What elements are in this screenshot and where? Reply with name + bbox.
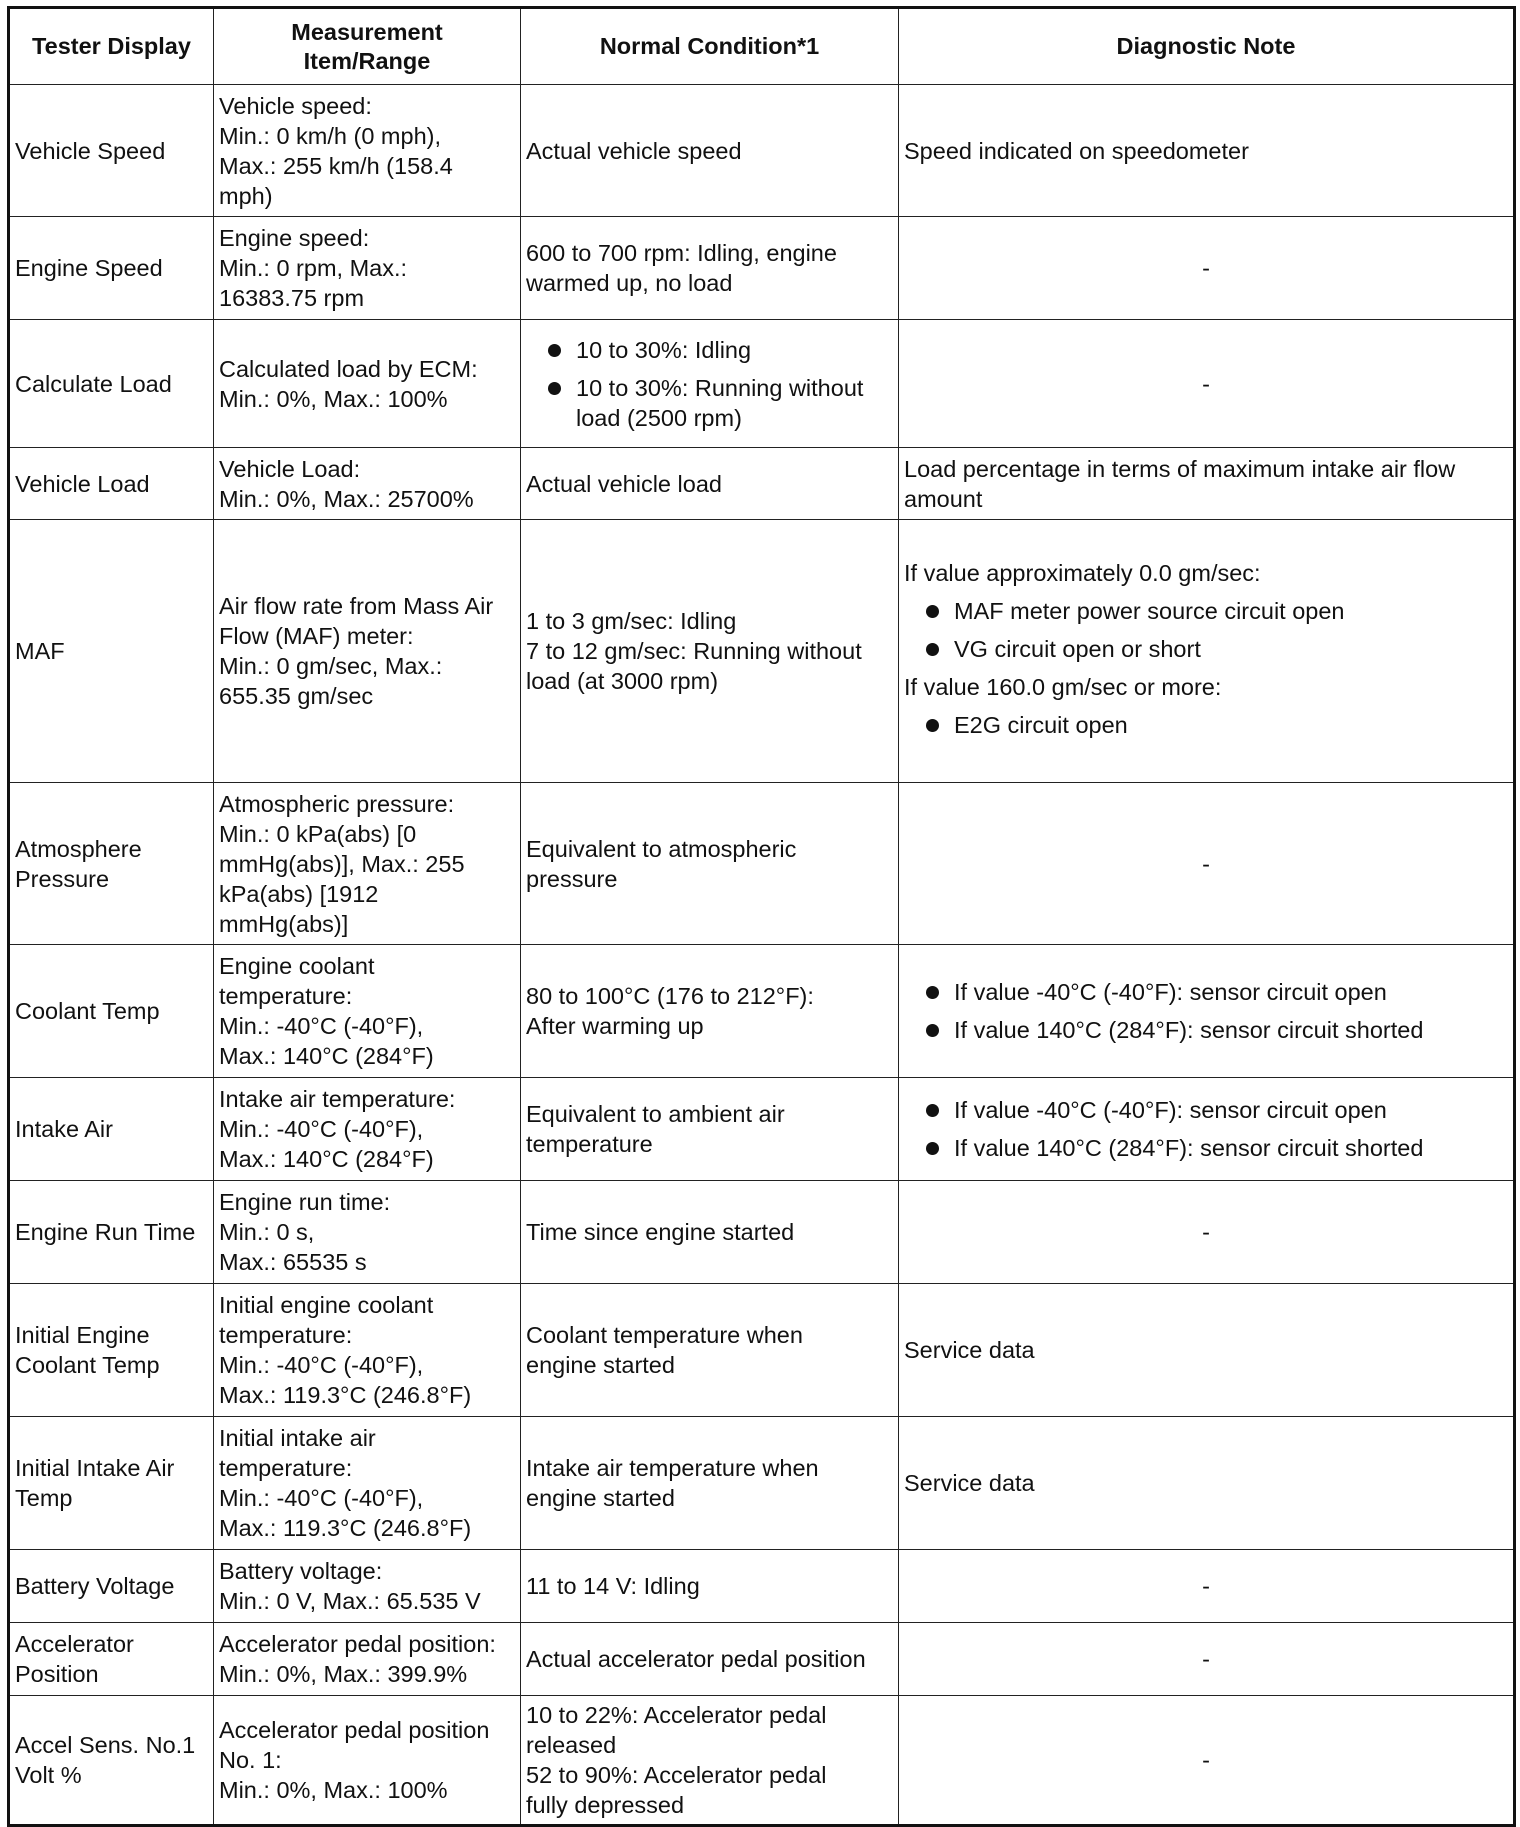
text-line: mmHg(abs)]: [219, 910, 349, 937]
text-line: load (at 3000 rpm): [526, 668, 719, 694]
bullet-item: [904, 977, 1508, 1007]
bullet-text: If value 140°C (284°F): sensor circuit shorted: [954, 1135, 1424, 1161]
header-diagnostic-note: Diagnostic Note: [899, 8, 1515, 85]
text-line: Engine speed:: [219, 225, 370, 251]
cell-diagnostic-note: [899, 448, 1515, 520]
bullet-text: MAF meter power source circuit open: [954, 598, 1345, 624]
text-line: Initial Intake Air: [15, 1455, 175, 1481]
bullet-text: E2G circuit open: [954, 712, 1128, 738]
text-line: Accelerator pedal position: [219, 1717, 490, 1743]
text-line: Temp: [15, 1485, 73, 1511]
bullet-item: [526, 373, 893, 433]
text-line: 600 to 700 rpm: Idling, engine: [526, 240, 837, 266]
text-line: Atmospheric pressure:: [219, 790, 455, 817]
cell-tester-display: [9, 1284, 214, 1417]
text-line: kPa(abs) [1912: [219, 880, 379, 907]
bullet-list: [904, 710, 1508, 740]
cell-diagnostic-note: [899, 1623, 1515, 1696]
bullet-text: 10 to 30%: Running without load (2500 rpm): [576, 374, 864, 431]
cell-measurement-range: [214, 783, 521, 945]
text-line: 7 to 12 gm/sec: Running without: [526, 638, 862, 664]
cell-tester-display: [9, 85, 214, 217]
table-row: [9, 1417, 1515, 1550]
text-line: warmed up, no load: [526, 270, 733, 296]
text-line: Max.: 119.3°C (246.8°F): [219, 1515, 472, 1541]
cell-diagnostic-note: [899, 1181, 1515, 1284]
data-list-table: [7, 6, 1516, 1827]
text-line: Min.: 0%, Max.: 399.9%: [219, 1661, 468, 1687]
cell-diagnostic-note: [899, 320, 1515, 448]
bullet-dot-icon: [548, 344, 561, 357]
bullet-text: 10 to 30%: Idling: [576, 336, 752, 363]
text-line: -: [1202, 370, 1210, 397]
text-line: Engine run time:: [219, 1189, 391, 1215]
cell-measurement-range: [214, 217, 521, 320]
text-line: Min.: 0 km/h (0 mph),: [219, 122, 441, 149]
cell-tester-display: [9, 783, 214, 945]
table-row: [9, 1078, 1515, 1181]
table-row: [9, 85, 1515, 217]
bullet-item: [904, 1095, 1508, 1125]
text-line: Actual vehicle load: [526, 470, 722, 497]
bullet-dot-icon: [926, 719, 939, 732]
cell-normal-condition: [521, 1623, 899, 1696]
cell-tester-display: [9, 217, 214, 320]
text-line: Coolant temperature when: [526, 1322, 803, 1348]
bullet-list: [904, 1095, 1508, 1163]
header-measurement-range-text: Measurement Item/Range: [291, 18, 443, 74]
table-row: [9, 783, 1515, 945]
bullet-list: [904, 596, 1508, 664]
cell-measurement-range: [214, 1696, 521, 1826]
text-line: Max.: 140°C (284°F): [219, 1146, 434, 1172]
text-line: After warming up: [526, 1013, 704, 1039]
bullet-dot-icon: [548, 382, 561, 395]
text-line: fully depressed: [526, 1792, 685, 1818]
text-line: -: [1202, 255, 1210, 281]
bullet-list: [526, 335, 893, 433]
text-line: Min.: 0%, Max.: 100%: [219, 385, 448, 412]
cell-normal-condition: [521, 520, 899, 783]
cell-normal-condition: [521, 783, 899, 945]
text-line: temperature:: [219, 983, 353, 1009]
table-row: [9, 1623, 1515, 1696]
text-line: Min.: 0 gm/sec, Max.:: [219, 653, 443, 679]
text-line: 80 to 100°C (176 to 212°F):: [526, 983, 814, 1009]
cell-measurement-range: [214, 1623, 521, 1696]
cell-diagnostic-note: [899, 1284, 1515, 1417]
text-line: Volt %: [15, 1762, 82, 1788]
text-line: pressure: [526, 865, 618, 892]
text-line: Actual vehicle speed: [526, 137, 742, 164]
text-line: Min.: 0 V, Max.: 65.535 V: [219, 1588, 481, 1614]
table-row: [9, 945, 1515, 1078]
bullet-text: VG circuit open or short: [954, 636, 1201, 662]
text-line: mmHg(abs)], Max.: 255: [219, 850, 465, 877]
text-line: Engine coolant: [219, 953, 375, 979]
table-row: [9, 1550, 1515, 1623]
text-line: Battery Voltage: [15, 1573, 175, 1599]
cell-diagnostic-note: [899, 1696, 1515, 1826]
text-line: Initial engine coolant: [219, 1292, 434, 1318]
cell-tester-display: [9, 945, 214, 1078]
text-line: amount: [904, 485, 983, 512]
text-line: Service data: [904, 1470, 1035, 1496]
text-line: Min.: -40°C (-40°F),: [219, 1116, 424, 1142]
text-line: -: [1202, 850, 1210, 877]
text-line: -: [1202, 1573, 1210, 1599]
text-line: Intake Air: [15, 1116, 113, 1142]
text-line: Max.: 119.3°C (246.8°F): [219, 1382, 472, 1408]
cell-normal-condition: [521, 1078, 899, 1181]
header-measurement-range: [214, 8, 521, 85]
text-line: Accel Sens. No.1: [15, 1732, 196, 1758]
cell-measurement-range: [214, 945, 521, 1078]
text-line: Load percentage in terms of maximum intake air flow: [904, 455, 1456, 482]
cell-normal-condition: [521, 85, 899, 217]
text-line: Pressure: [15, 865, 110, 892]
text-line: temperature:: [219, 1322, 353, 1348]
table-row: [9, 1696, 1515, 1826]
text-line: Min.: 0 s,: [219, 1219, 315, 1245]
bullet-text: If value 140°C (284°F): sensor circuit shorted: [954, 1017, 1424, 1043]
cell-measurement-range: [214, 448, 521, 520]
text-line: Flow (MAF) meter:: [219, 623, 414, 649]
bullet-text: If value -40°C (-40°F): sensor circuit open: [954, 979, 1387, 1005]
text-line: mph): [219, 182, 273, 209]
cell-diagnostic-note: [899, 520, 1515, 783]
text-line: Max.: 140°C (284°F): [219, 1043, 434, 1069]
cell-tester-display: [9, 1696, 214, 1826]
text-line: Min.: -40°C (-40°F),: [219, 1352, 424, 1378]
text-line: Speed indicated on speedometer: [904, 137, 1249, 164]
bullet-item: [904, 596, 1508, 626]
text-line: Min.: 0 kPa(abs) [0: [219, 820, 417, 847]
text-line: Intake air temperature when: [526, 1455, 819, 1481]
cell-diagnostic-note: [899, 1078, 1515, 1181]
cell-normal-condition: [521, 1696, 899, 1826]
text-line: -: [1202, 1646, 1210, 1672]
bullet-item: [904, 1015, 1508, 1045]
note-intro: If value approximately 0.0 gm/sec:: [904, 560, 1261, 586]
cell-normal-condition: [521, 1181, 899, 1284]
cell-diagnostic-note: [899, 85, 1515, 217]
text-line: Air flow rate from Mass Air: [219, 593, 494, 619]
cell-measurement-range: [214, 1417, 521, 1550]
text-line: engine started: [526, 1485, 675, 1511]
cell-measurement-range: [214, 85, 521, 217]
text-line: Atmosphere: [15, 835, 142, 862]
text-line: Equivalent to atmospheric: [526, 835, 797, 862]
cell-diagnostic-note: [899, 217, 1515, 320]
text-line: Engine Speed: [15, 255, 163, 281]
text-line: Battery voltage:: [219, 1558, 383, 1584]
cell-tester-display: [9, 1417, 214, 1550]
text-line: 1 to 3 gm/sec: Idling: [526, 608, 737, 634]
text-line: Vehicle Load:: [219, 455, 361, 482]
text-line: Vehicle Speed: [15, 137, 166, 164]
text-line: Calculated load by ECM:: [219, 355, 478, 382]
bullet-item: [904, 634, 1508, 664]
bullet-dot-icon: [926, 1104, 939, 1117]
text-line: No. 1:: [219, 1747, 282, 1773]
text-line: engine started: [526, 1352, 675, 1378]
text-line: Initial intake air: [219, 1425, 376, 1451]
bullet-dot-icon: [926, 1024, 939, 1037]
text-line: 16383.75 rpm: [219, 285, 365, 311]
bullet-dot-icon: [926, 605, 939, 618]
cell-normal-condition: [521, 1550, 899, 1623]
table-row: [9, 320, 1515, 448]
cell-measurement-range: [214, 520, 521, 783]
text-line: 52 to 90%: Accelerator pedal: [526, 1762, 827, 1788]
cell-tester-display: [9, 1181, 214, 1284]
text-line: temperature:: [219, 1455, 353, 1481]
text-line: Coolant Temp: [15, 1352, 160, 1378]
header-row: [9, 8, 1515, 85]
text-line: 11 to 14 V: Idling: [526, 1573, 700, 1599]
text-line: Intake air temperature:: [219, 1086, 456, 1112]
cell-diagnostic-note: [899, 783, 1515, 945]
text-line: 655.35 gm/sec: [219, 683, 374, 709]
text-line: Service data: [904, 1337, 1035, 1363]
text-line: Calculate Load: [15, 370, 172, 397]
text-line: Equivalent to ambient air: [526, 1101, 785, 1127]
bullet-dot-icon: [926, 643, 939, 656]
table-row: [9, 1181, 1515, 1284]
text-line: released: [526, 1732, 617, 1758]
cell-normal-condition: [521, 448, 899, 520]
text-line: Actual accelerator pedal position: [526, 1646, 866, 1672]
text-line: -: [1202, 1219, 1210, 1245]
text-line: Max.: 65535 s: [219, 1249, 367, 1275]
text-line: Coolant Temp: [15, 998, 160, 1024]
bullet-dot-icon: [926, 1142, 939, 1155]
cell-diagnostic-note: [899, 1417, 1515, 1550]
note-intro: If value 160.0 gm/sec or more:: [904, 674, 1222, 700]
text-line: Position: [15, 1661, 99, 1687]
cell-measurement-range: [214, 320, 521, 448]
bullet-text: If value -40°C (-40°F): sensor circuit open: [954, 1097, 1387, 1123]
table-row: [9, 1284, 1515, 1417]
cell-normal-condition: [521, 1417, 899, 1550]
text-line: Max.: 255 km/h (158.4: [219, 152, 453, 179]
bullet-list: [904, 977, 1508, 1045]
text-line: MAF: [15, 638, 65, 664]
cell-tester-display: [9, 320, 214, 448]
text-line: Accelerator pedal position:: [219, 1631, 496, 1657]
text-line: 10 to 22%: Accelerator pedal: [526, 1702, 827, 1728]
bullet-item: [904, 1133, 1508, 1163]
text-line: Accelerator: [15, 1631, 134, 1657]
cell-normal-condition: [521, 217, 899, 320]
text-line: Min.: -40°C (-40°F),: [219, 1013, 424, 1039]
text-line: Vehicle Load: [15, 470, 150, 497]
table-row: [9, 448, 1515, 520]
text-line: Engine Run Time: [15, 1219, 196, 1245]
table-row: [9, 217, 1515, 320]
text-line: Min.: 0%, Max.: 100%: [219, 1777, 448, 1803]
cell-normal-condition: [521, 320, 899, 448]
cell-tester-display: [9, 1078, 214, 1181]
cell-diagnostic-note: [899, 1550, 1515, 1623]
bullet-item: [526, 335, 893, 365]
text-line: Min.: 0%, Max.: 25700%: [219, 485, 474, 512]
text-line: Min.: -40°C (-40°F),: [219, 1485, 424, 1511]
cell-normal-condition: [521, 945, 899, 1078]
cell-measurement-range: [214, 1181, 521, 1284]
cell-diagnostic-note: [899, 945, 1515, 1078]
text-line: -: [1202, 1747, 1210, 1773]
text-line: Initial Engine: [15, 1322, 150, 1348]
header-normal-condition: Normal Condition*1: [521, 8, 899, 85]
cell-tester-display: [9, 1623, 214, 1696]
cell-normal-condition: [521, 1284, 899, 1417]
text-line: Time since engine started: [526, 1219, 795, 1245]
cell-measurement-range: [214, 1078, 521, 1181]
header-tester-display: Tester Display: [9, 8, 214, 85]
cell-measurement-range: [214, 1284, 521, 1417]
cell-tester-display: [9, 1550, 214, 1623]
bullet-dot-icon: [926, 986, 939, 999]
cell-measurement-range: [214, 1550, 521, 1623]
bullet-item: [904, 710, 1508, 740]
cell-tester-display: [9, 448, 214, 520]
text-line: Min.: 0 rpm, Max.:: [219, 255, 408, 281]
text-line: Vehicle speed:: [219, 92, 372, 119]
cell-tester-display: [9, 520, 214, 783]
text-line: temperature: [526, 1131, 653, 1157]
table-row: [9, 520, 1515, 783]
